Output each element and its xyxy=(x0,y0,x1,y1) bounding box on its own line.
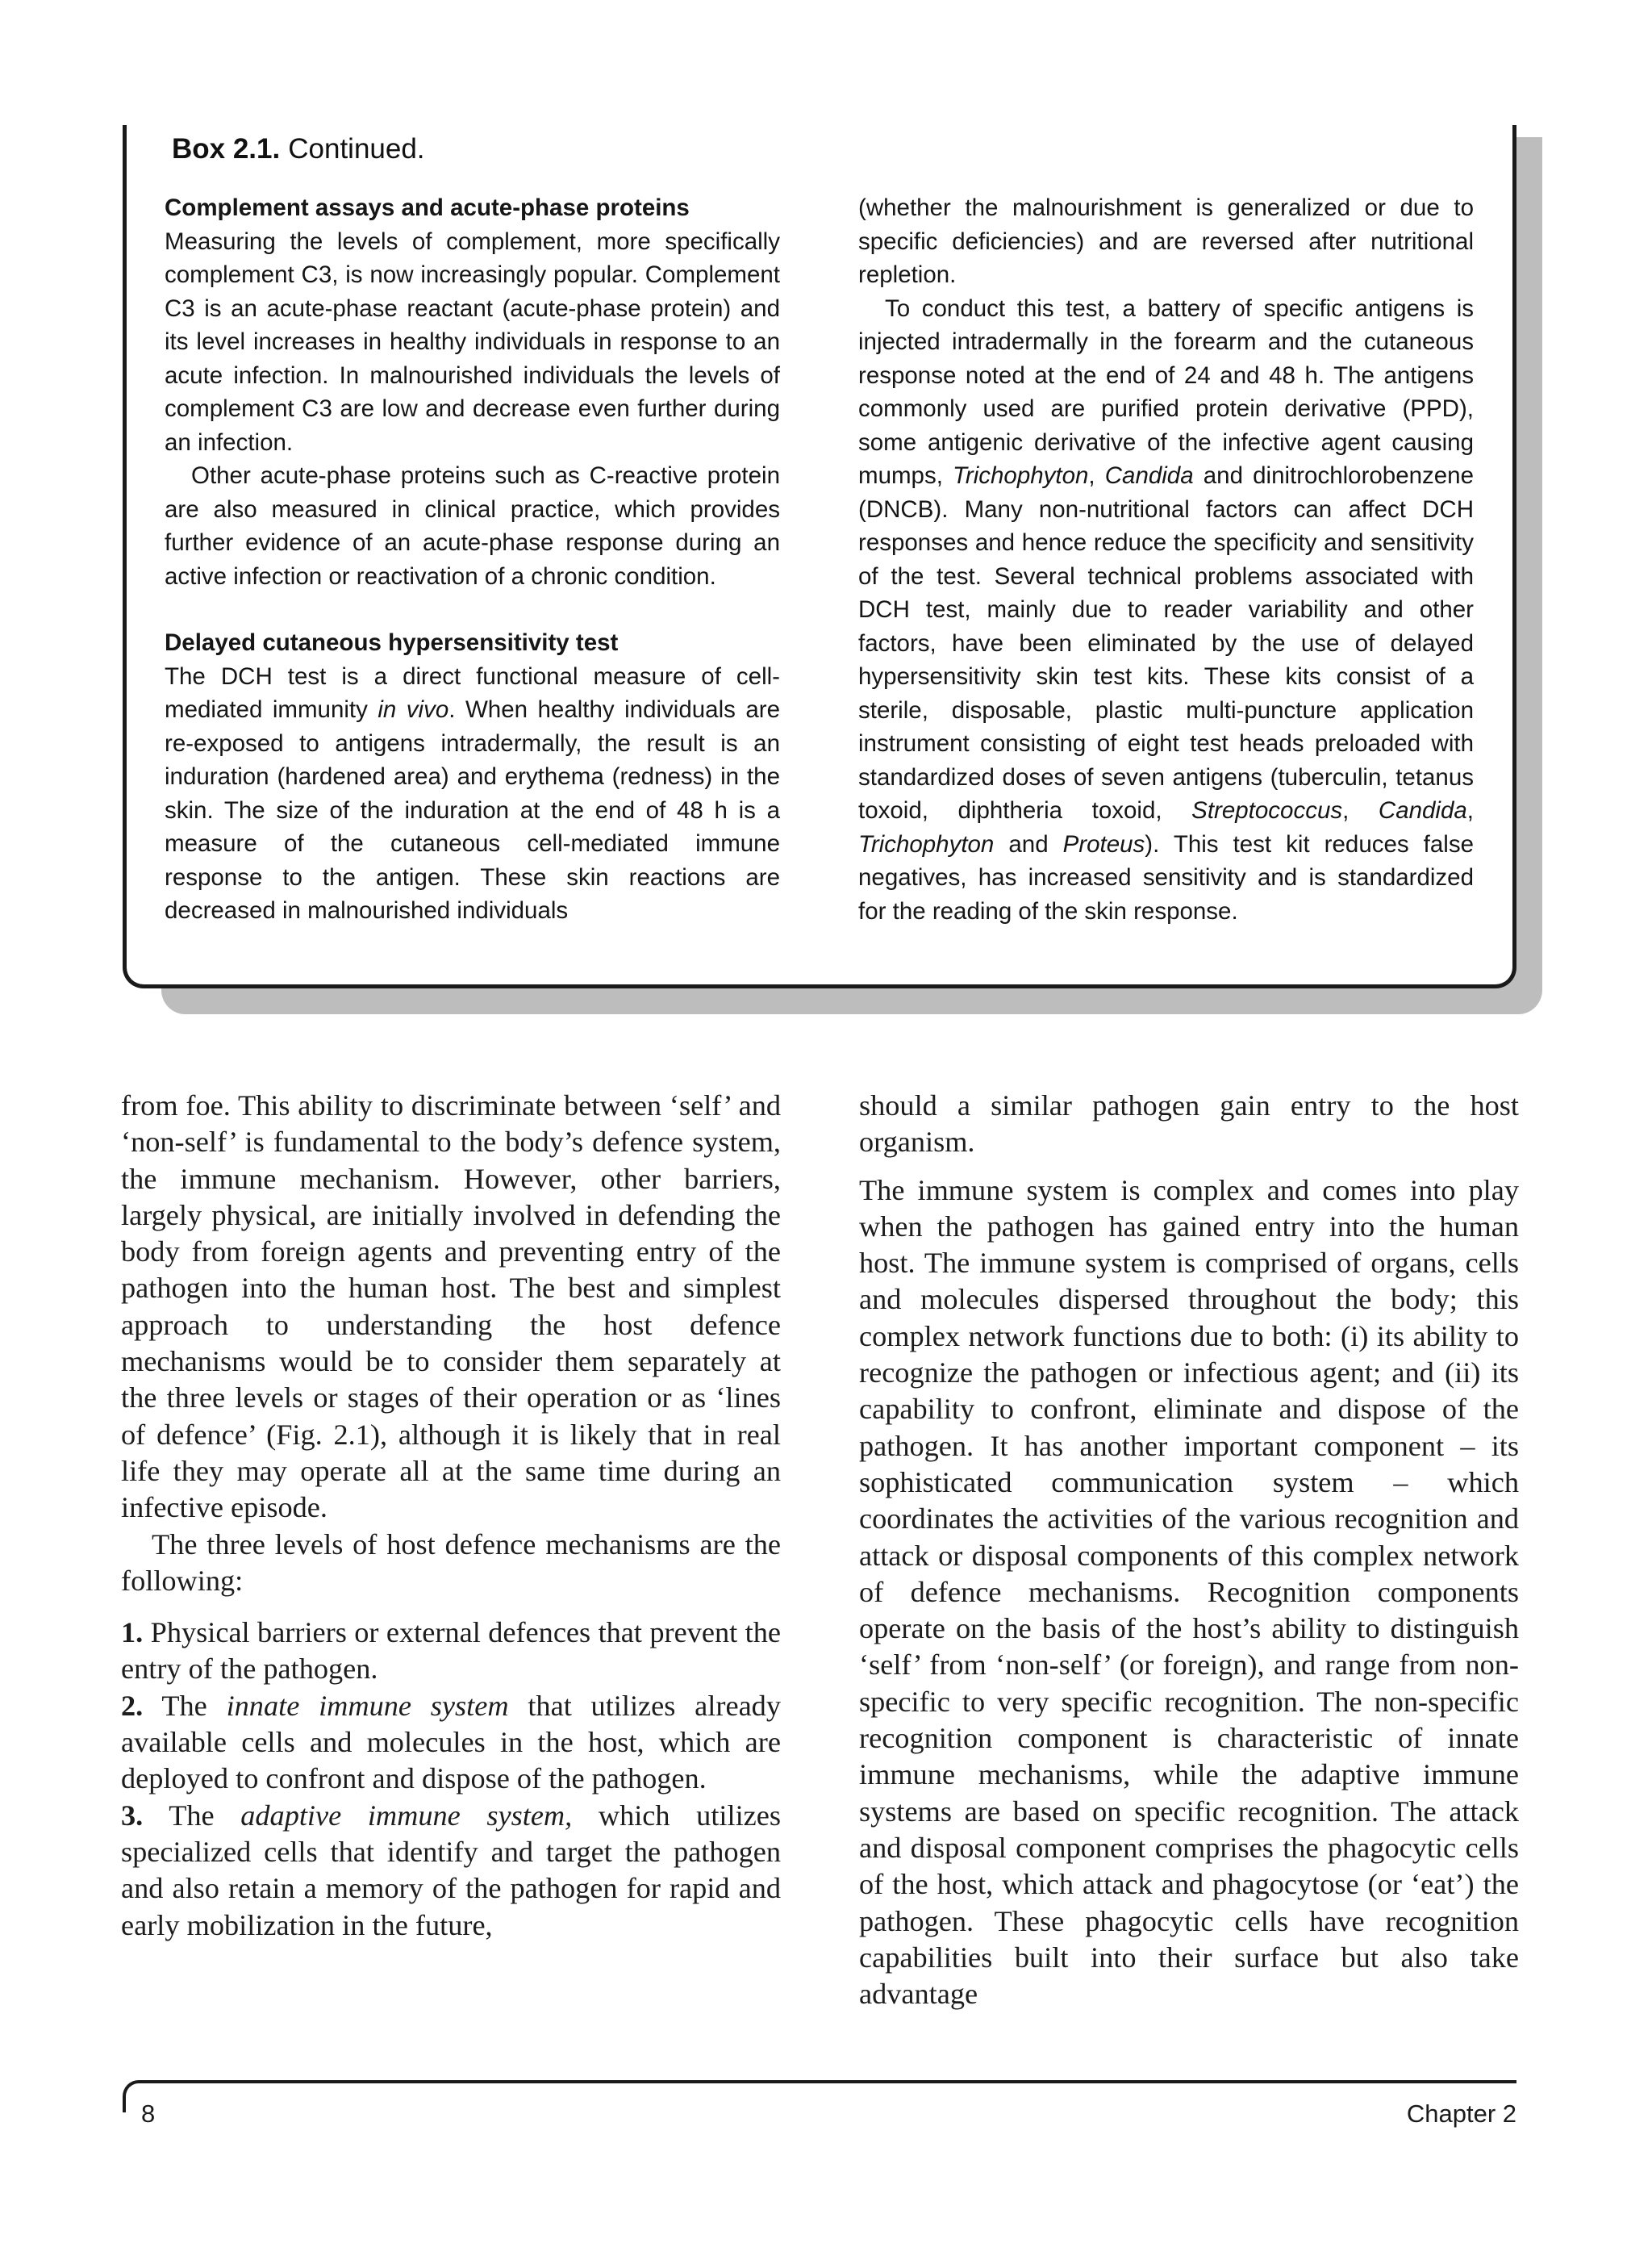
box-paragraph: To conduct this test, a battery of specific antigens is injected intradermally in the forearm and the cutaneous response noted at the end of 24 and 48 h. The antigens commonly used are purified protein derivative (PPD), some antigenic derivative of the infective agent causing mumps, Trichophyton, Candida and dinitrochlorobenzene (DNCB). Many non-nutritional factors can affect DCH responses and hence reduce the specificity and sensitivity of the test. Several technical problems associated with DCH test, mainly due to reader variability and other factors, have been eliminated by the use of delayed hypersensitivity skin test kits. These kits consist of a sterile, disposable, plastic multi-puncture application instrument consisting of eight test heads preloaded with standardized doses of seven antigens (tuberculin, tetanus toxoid, diphtheria toxoid, Streptococcus, Candida, Trichophyton and Proteus). This test kit reduces false negatives, has increased sensitivity and is standardized for the reading of the skin response. xyxy=(858,295,1474,925)
running-footer-chapter: Chapter 2 xyxy=(1406,2099,1516,2128)
box-paragraph: (whether the malnourishment is generalized or due to specific deficiencies) and are reversed after nutritional repletion. xyxy=(858,194,1474,288)
box-label: Box 2.1. xyxy=(172,133,281,165)
box-2-1 xyxy=(123,125,1516,988)
list-item-3: 3. The adaptive immune system, which utilizes specialized cells that identify and target the pathogen and also retain a memory of the pathogen for rapid and early mobilization in the future, xyxy=(121,1799,782,1941)
list-item-2: 2. The innate immune system that utilizes already available cells and molecules in the host, which are deployed to confront and dispose of the pathogen. xyxy=(121,1689,781,1795)
box-title xyxy=(172,133,425,165)
main-right-column xyxy=(859,1088,1519,2012)
body-paragraph: The immune system is complex and comes into play when the pathogen has gained entry into the human host. The immune system is comprised of organs, cells and molecules dispersed throughout the body; this complex network functions due to both: (i) its ability to recognize the pathogen or infectious agent; and (ii) its capability to confront, eliminate and dispose of the pathogen. It has another important component – its sophisticated communication system – which coordinates the activities of the various recognition and attack or disposal components of this complex network of defence mechanisms. Recognition components operate on the basis of the host’s ability to distinguish ‘self’ from ‘non-self’ (or foreign), and range from non-specific to very specific recognition. The non-specific recognition component is characteristic of innate immune mechanisms, while the adaptive immune systems are based on specific recognition. The attack and disposal component comprises the phagocytic cells of the host, which attack and phagocytose (or ‘eat’) the pathogen. These phagocytic cells have recognition capabilities built into their surface but also take advantage xyxy=(859,1173,1519,2011)
body-paragraph: from foe. This ability to discriminate between ‘self’ and ‘non-self’ is fundamental to the body’s defence system, the immune mechanism. However, other barriers, largely physical, are initially involved in defending the body from foreign agents and preventing entry of the pathogen into the human host. The best and simplest approach to understanding the host defence mechanisms would be to consider them separately at the three levels or stages of their operation or as ‘lines of defence’ (Fig. 2.1), although it is likely that in real life they may operate all at the same time during an infective episode. xyxy=(121,1089,781,1524)
box-left-column xyxy=(165,191,780,928)
box-paragraph: Other acute-phase proteins such as C-reactive protein are also measured in clinical practice, which provides further evidence of an acute-phase response during an active infection or reactivation of a chronic condition. xyxy=(165,462,780,590)
box-right-column xyxy=(858,191,1474,928)
footer-rule xyxy=(123,2080,1516,2112)
main-left-column xyxy=(121,1088,781,1944)
box-paragraph: The DCH test is a direct functional measure of cell-mediated immunity in vivo. When healthy individuals are re-exposed to antigens intradermally, the result is an induration (hardened area) and erythema (redness) in the skin. The size of the induration at the end of 48 h is a measure of the cutaneous cell-mediated immune response to the antigen. These skin reactions are decreased in malnourished individuals xyxy=(165,662,781,924)
page-number: 8 xyxy=(141,2099,156,2128)
list-item-1: 1. Physical barriers or external defences that prevent the entry of the pathogen. xyxy=(121,1616,781,1686)
body-paragraph: should a similar pathogen gain entry to the host organism. xyxy=(859,1089,1519,1159)
box-heading-dch: Delayed cutaneous hypersensitivity test xyxy=(165,629,619,656)
box-paragraph: Measuring the levels of complement, more specifically complement C3, is now increasingly popular. Complement C3 is an acute-phase reactant (acute-phase protein) and its level increases in healthy individuals in response to an acute infection. In malnourished individuals the levels of complement C3 are low and decrease even further during an infection. xyxy=(165,228,780,456)
box-heading-complement: Complement assays and acute-phase proteins xyxy=(165,194,690,221)
body-paragraph: The three levels of host defence mechanisms are the following: xyxy=(121,1527,781,1597)
box-continued: Continued. xyxy=(288,133,425,165)
